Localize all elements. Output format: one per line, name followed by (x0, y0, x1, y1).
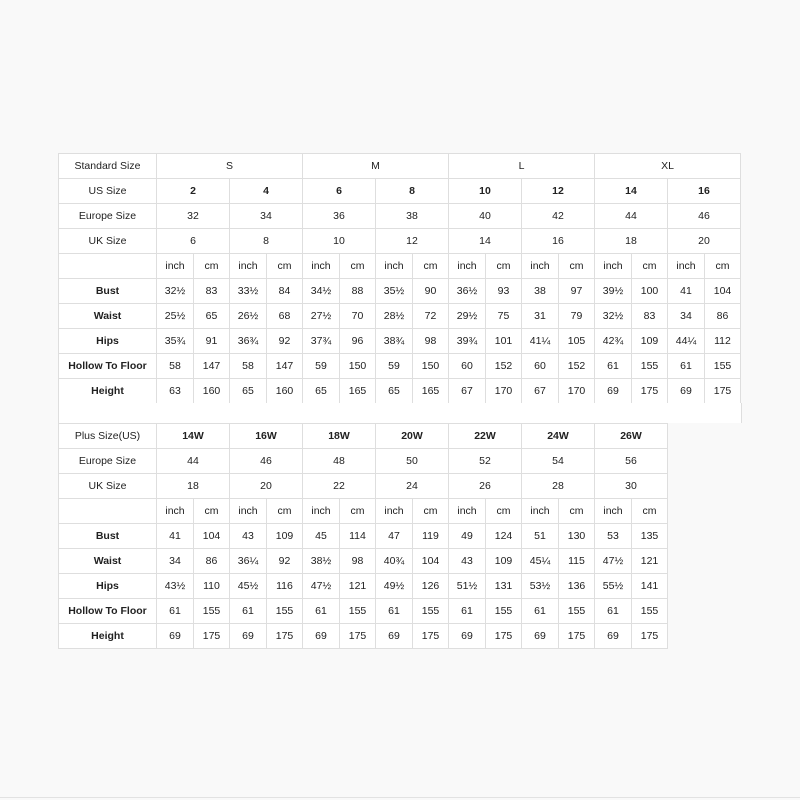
table-cell: 69 (668, 379, 705, 404)
table-cell: 101 (486, 329, 522, 354)
table-cell: 18 (595, 229, 668, 254)
table-cell: 83 (194, 279, 230, 304)
table-cell: 14 (595, 179, 668, 204)
table-cell: 69 (157, 624, 194, 649)
table-cell: 51 (522, 524, 559, 549)
table-cell: 58 (230, 354, 267, 379)
row-label: Height (59, 624, 157, 649)
table-cell: 43 (449, 549, 486, 574)
table-cell: 69 (595, 624, 632, 649)
table-cell: 50 (376, 449, 449, 474)
table-cell: cm (267, 254, 303, 279)
table-cell: cm (559, 254, 595, 279)
table-cell: 20W (376, 424, 449, 449)
table-cell: 43 (230, 524, 267, 549)
table-cell: 160 (267, 379, 303, 404)
table-cell: inch (376, 499, 413, 524)
table-cell: 155 (267, 599, 303, 624)
row-label (59, 254, 157, 279)
table-cell: 152 (486, 354, 522, 379)
table-cell: cm (705, 254, 741, 279)
row-label: US Size (59, 179, 157, 204)
table-cell: 26 (449, 474, 522, 499)
table-cell: 38¾ (376, 329, 413, 354)
table-cell: 130 (559, 524, 595, 549)
table-cell: 86 (705, 304, 741, 329)
table-cell: 104 (194, 524, 230, 549)
blank-cell (668, 574, 741, 599)
table-cell: 69 (449, 624, 486, 649)
table-cell: 8 (230, 229, 303, 254)
table-cell: 60 (522, 354, 559, 379)
table-cell: 69 (522, 624, 559, 649)
table-row-waist (59, 304, 741, 329)
table-cell: 10 (303, 229, 376, 254)
table-cell: 121 (340, 574, 376, 599)
table-row-units (59, 499, 741, 524)
table-cell: 8 (376, 179, 449, 204)
table-cell: 36½ (449, 279, 486, 304)
table-cell: 119 (413, 524, 449, 549)
row-label: Hips (59, 329, 157, 354)
table-cell: 79 (559, 304, 595, 329)
table-cell: 155 (559, 599, 595, 624)
table-cell: cm (559, 499, 595, 524)
table-separator (58, 403, 742, 423)
table-cell: 24 (376, 474, 449, 499)
table-cell: 135 (632, 524, 668, 549)
table-cell: 104 (705, 279, 741, 304)
table-cell: 155 (340, 599, 376, 624)
table-cell: 20 (668, 229, 741, 254)
table-cell: 45 (303, 524, 340, 549)
table-cell: 116 (267, 574, 303, 599)
blank-cell (668, 449, 741, 474)
table-cell: 24W (522, 424, 595, 449)
table-cell: 47½ (303, 574, 340, 599)
row-label: Bust (59, 279, 157, 304)
row-label: Waist (59, 304, 157, 329)
table-cell: 2 (157, 179, 230, 204)
table-row-bust (59, 279, 741, 304)
table-cell: 175 (413, 624, 449, 649)
table-cell: 110 (194, 574, 230, 599)
table-cell: 141 (632, 574, 668, 599)
table-cell: 96 (340, 329, 376, 354)
table-cell: 155 (413, 599, 449, 624)
table-cell: 68 (267, 304, 303, 329)
table-cell: L (449, 154, 595, 179)
table-cell: 155 (194, 599, 230, 624)
row-label: Hollow To Floor (59, 599, 157, 624)
table-cell: 44 (595, 204, 668, 229)
table-cell: 49 (449, 524, 486, 549)
table-row-hollow-to-floor (59, 354, 741, 379)
blank-cell (668, 524, 741, 549)
table-cell: 175 (267, 624, 303, 649)
table-cell: 86 (194, 549, 230, 574)
row-label: Bust (59, 524, 157, 549)
table-cell: cm (413, 499, 449, 524)
table-cell: inch (303, 499, 340, 524)
table-cell: 29½ (449, 304, 486, 329)
table-cell: 27½ (303, 304, 340, 329)
table-cell: 67 (522, 379, 559, 404)
table-cell: 26½ (230, 304, 267, 329)
table-cell: inch (376, 254, 413, 279)
table-cell: XL (595, 154, 741, 179)
table-cell: 170 (486, 379, 522, 404)
table-cell: 98 (340, 549, 376, 574)
table-cell: 38 (522, 279, 559, 304)
table-cell: 48 (303, 449, 376, 474)
table-cell: 152 (559, 354, 595, 379)
table-cell: 65 (230, 379, 267, 404)
table-cell: 35½ (376, 279, 413, 304)
table-cell: 33½ (230, 279, 267, 304)
table-cell: 165 (340, 379, 376, 404)
table-cell: 22W (449, 424, 522, 449)
table-cell: 112 (705, 329, 741, 354)
table-cell: 121 (632, 549, 668, 574)
table-cell: 93 (486, 279, 522, 304)
row-label: Height (59, 379, 157, 404)
table-cell: 67 (449, 379, 486, 404)
table-cell: cm (632, 254, 668, 279)
table-row-units (59, 254, 741, 279)
table-row-height (59, 624, 741, 649)
table-cell: 105 (559, 329, 595, 354)
table-cell: cm (486, 499, 522, 524)
table-cell: 91 (194, 329, 230, 354)
table-cell: 40¾ (376, 549, 413, 574)
table-cell: 63 (157, 379, 194, 404)
table-cell: 124 (486, 524, 522, 549)
table-cell: 150 (413, 354, 449, 379)
table-cell: 69 (303, 624, 340, 649)
row-label: Hollow To Floor (59, 354, 157, 379)
table-cell: 34 (157, 549, 194, 574)
table-cell: inch (595, 499, 632, 524)
table-cell: 37¾ (303, 329, 340, 354)
table-cell: inch (449, 499, 486, 524)
table-cell: 47½ (595, 549, 632, 574)
table-cell: 61 (595, 354, 632, 379)
table-cell: S (157, 154, 303, 179)
table-cell: 22 (303, 474, 376, 499)
table-cell: 147 (194, 354, 230, 379)
table-cell: 46 (230, 449, 303, 474)
table-cell: inch (157, 499, 194, 524)
row-label: Europe Size (59, 449, 157, 474)
table-row-us-size (59, 179, 741, 204)
row-label: Plus Size(US) (59, 424, 157, 449)
table-row-standard-size (59, 154, 741, 179)
table-cell: 98 (413, 329, 449, 354)
table-cell: 175 (705, 379, 741, 404)
table-cell: 88 (340, 279, 376, 304)
table-cell: 69 (376, 624, 413, 649)
table-cell: 109 (486, 549, 522, 574)
table-cell: cm (486, 254, 522, 279)
blank-cell (668, 624, 741, 649)
table-cell: 55½ (595, 574, 632, 599)
table-cell: 31 (522, 304, 559, 329)
blank-cell (668, 424, 741, 449)
table-cell: cm (194, 254, 230, 279)
table-cell: 97 (559, 279, 595, 304)
table-cell: 170 (559, 379, 595, 404)
table-row-uk-size (59, 474, 741, 499)
table-cell: inch (449, 254, 486, 279)
table-cell: 53½ (522, 574, 559, 599)
blank-cell (668, 549, 741, 574)
row-label: Europe Size (59, 204, 157, 229)
table-cell: 61 (230, 599, 267, 624)
table-cell: 54 (522, 449, 595, 474)
table-cell: 160 (194, 379, 230, 404)
table-cell: 69 (595, 379, 632, 404)
table-cell: 28 (522, 474, 595, 499)
table-cell: 49½ (376, 574, 413, 599)
row-label: Hips (59, 574, 157, 599)
table-cell: 69 (230, 624, 267, 649)
table-cell: 6 (157, 229, 230, 254)
table-cell: 43½ (157, 574, 194, 599)
table-cell: 10 (449, 179, 522, 204)
table-cell: 20 (230, 474, 303, 499)
row-label: Standard Size (59, 154, 157, 179)
table-cell: 52 (449, 449, 522, 474)
table-cell: 45¼ (522, 549, 559, 574)
table-cell: 155 (705, 354, 741, 379)
row-label (59, 499, 157, 524)
table-cell: 61 (376, 599, 413, 624)
table-cell: 59 (303, 354, 340, 379)
table-cell: 155 (486, 599, 522, 624)
table-cell: 83 (632, 304, 668, 329)
table-cell: 39½ (595, 279, 632, 304)
table-cell: 36¾ (230, 329, 267, 354)
plus-size-chart-table (58, 423, 741, 649)
table-cell: 58 (157, 354, 194, 379)
table-cell: 16 (668, 179, 741, 204)
table-cell: cm (267, 499, 303, 524)
table-cell: 39¾ (449, 329, 486, 354)
blank-cell (668, 599, 741, 624)
table-row-hollow-to-floor (59, 599, 741, 624)
table-cell: 30 (595, 474, 668, 499)
table-cell: 45½ (230, 574, 267, 599)
table-cell: 109 (267, 524, 303, 549)
table-cell: 38 (376, 204, 449, 229)
table-cell: 60 (449, 354, 486, 379)
table-cell: 75 (486, 304, 522, 329)
table-cell: 25½ (157, 304, 194, 329)
table-cell: inch (157, 254, 194, 279)
table-cell: 4 (230, 179, 303, 204)
table-cell: 34 (230, 204, 303, 229)
table-cell: 26W (595, 424, 668, 449)
table-cell: 104 (413, 549, 449, 574)
table-cell: 38½ (303, 549, 340, 574)
table-cell: 155 (632, 354, 668, 379)
table-cell: 51½ (449, 574, 486, 599)
table-cell: 44¼ (668, 329, 705, 354)
standard-size-chart-table (58, 153, 741, 404)
table-cell: 84 (267, 279, 303, 304)
table-row-height (59, 379, 741, 404)
table-cell: 147 (267, 354, 303, 379)
table-cell: 61 (303, 599, 340, 624)
table-cell: 175 (486, 624, 522, 649)
table-cell: 41 (668, 279, 705, 304)
table-cell: inch (303, 254, 340, 279)
bottom-divider (0, 797, 800, 798)
table-cell: 175 (559, 624, 595, 649)
table-cell: 14W (157, 424, 230, 449)
table-row-bust (59, 524, 741, 549)
row-label: Waist (59, 549, 157, 574)
table-cell: 32½ (157, 279, 194, 304)
table-cell: 109 (632, 329, 668, 354)
table-cell: 92 (267, 329, 303, 354)
table-cell: 18W (303, 424, 376, 449)
table-cell: 114 (340, 524, 376, 549)
table-cell: 53 (595, 524, 632, 549)
table-cell: 41 (157, 524, 194, 549)
table-cell: 65 (194, 304, 230, 329)
table-cell: 92 (267, 549, 303, 574)
table-cell: 6 (303, 179, 376, 204)
table-cell: 28½ (376, 304, 413, 329)
table-cell: 126 (413, 574, 449, 599)
table-row-hips (59, 574, 741, 599)
table-cell: cm (340, 499, 376, 524)
table-cell: cm (194, 499, 230, 524)
blank-cell (668, 474, 741, 499)
table-cell: 14 (449, 229, 522, 254)
table-cell: 70 (340, 304, 376, 329)
table-cell: 56 (595, 449, 668, 474)
table-cell: M (303, 154, 449, 179)
table-cell: 32½ (595, 304, 632, 329)
table-cell: 42 (522, 204, 595, 229)
table-cell: cm (413, 254, 449, 279)
blank-cell (668, 499, 741, 524)
row-label: UK Size (59, 229, 157, 254)
table-cell: 36¼ (230, 549, 267, 574)
table-cell: 65 (376, 379, 413, 404)
table-cell: 136 (559, 574, 595, 599)
table-cell: inch (230, 254, 267, 279)
table-row-europe-size (59, 449, 741, 474)
table-row-europe-size (59, 204, 741, 229)
table-cell: 46 (668, 204, 741, 229)
table-cell: 155 (632, 599, 668, 624)
table-cell: inch (595, 254, 632, 279)
table-row-waist (59, 549, 741, 574)
table-cell: 41¼ (522, 329, 559, 354)
table-cell: 72 (413, 304, 449, 329)
table-cell: 150 (340, 354, 376, 379)
table-cell: 100 (632, 279, 668, 304)
table-cell: 35¾ (157, 329, 194, 354)
table-cell: 61 (595, 599, 632, 624)
table-cell: cm (632, 499, 668, 524)
table-cell: 44 (157, 449, 230, 474)
table-cell: 175 (340, 624, 376, 649)
table-cell: 175 (632, 624, 668, 649)
table-cell: 90 (413, 279, 449, 304)
table-cell: 12 (522, 179, 595, 204)
table-cell: 36 (303, 204, 376, 229)
row-label: UK Size (59, 474, 157, 499)
table-row-hips (59, 329, 741, 354)
table-cell: 175 (632, 379, 668, 404)
table-cell: 61 (449, 599, 486, 624)
table-cell: 59 (376, 354, 413, 379)
table-cell: inch (522, 254, 559, 279)
table-cell: 115 (559, 549, 595, 574)
table-cell: 65 (303, 379, 340, 404)
table-cell: 32 (157, 204, 230, 229)
table-cell: 12 (376, 229, 449, 254)
table-cell: 34½ (303, 279, 340, 304)
table-cell: 131 (486, 574, 522, 599)
table-cell: 16W (230, 424, 303, 449)
table-cell: 175 (194, 624, 230, 649)
table-cell: 34 (668, 304, 705, 329)
table-row-uk-size (59, 229, 741, 254)
table-cell: 40 (449, 204, 522, 229)
table-row-plus-size-us (59, 424, 741, 449)
table-cell: 16 (522, 229, 595, 254)
table-cell: inch (230, 499, 267, 524)
table-cell: 61 (157, 599, 194, 624)
table-cell: 47 (376, 524, 413, 549)
table-cell: 18 (157, 474, 230, 499)
table-cell: 61 (668, 354, 705, 379)
table-cell: 42¾ (595, 329, 632, 354)
table-cell: 165 (413, 379, 449, 404)
table-cell: cm (340, 254, 376, 279)
table-cell: inch (522, 499, 559, 524)
table-cell: 61 (522, 599, 559, 624)
table-cell: inch (668, 254, 705, 279)
